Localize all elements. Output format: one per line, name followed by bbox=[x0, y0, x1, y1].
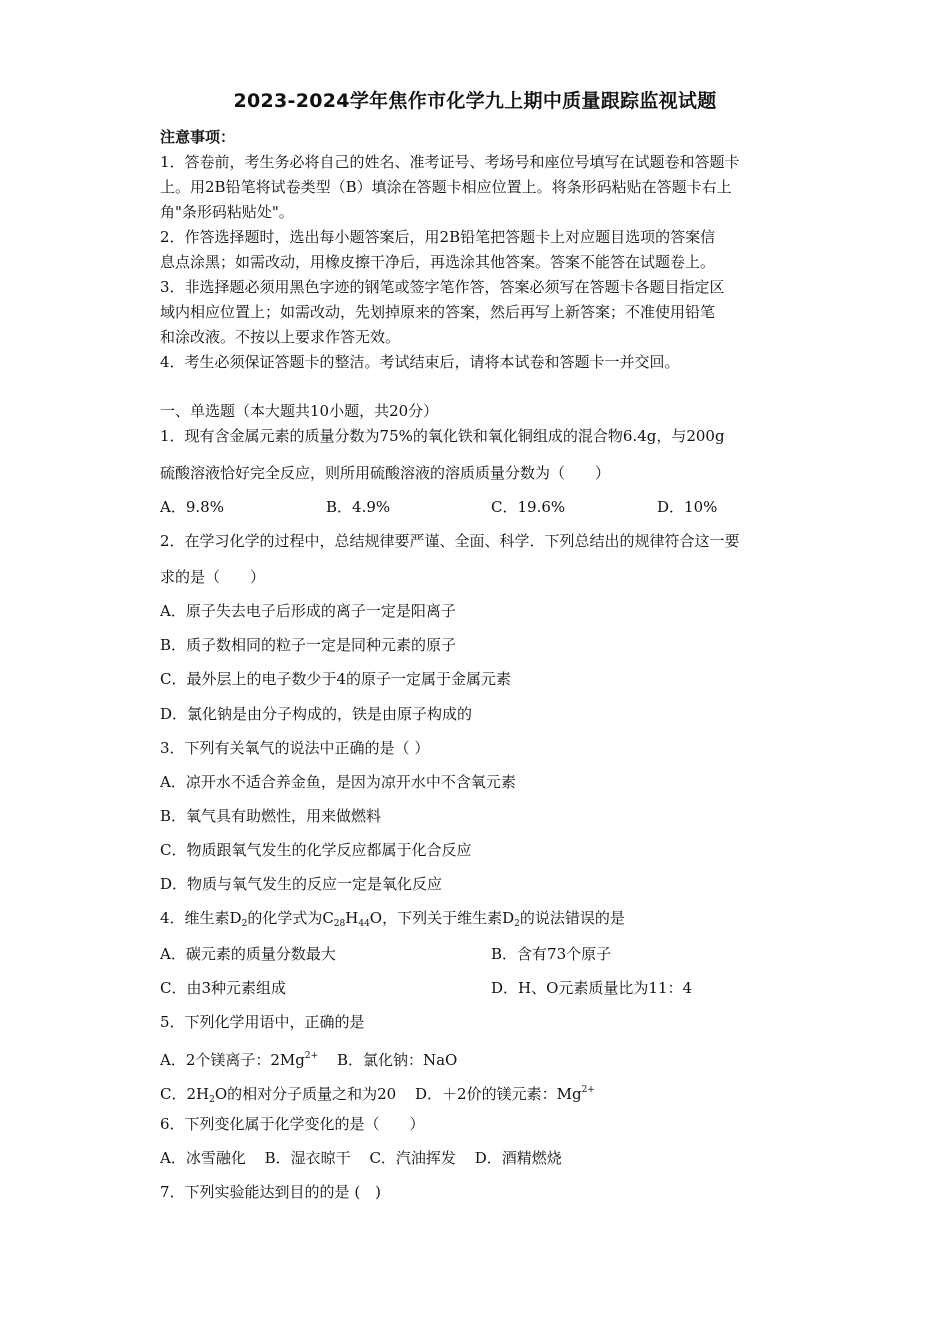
q4-subscript: 2 bbox=[241, 919, 248, 929]
q6-option-b: B．湿衣晾干 bbox=[264, 1149, 351, 1167]
q4-option-c: C．由3种元素组成 bbox=[160, 979, 287, 997]
q2-option-b: B．质子数相同的粒子一定是同种元素的原子 bbox=[160, 636, 457, 654]
question-3-stem: 3．下列有关氧气的说法中正确的是（ ） bbox=[160, 739, 430, 757]
notice-heading: 注意事项： bbox=[160, 128, 236, 146]
question-2-stem: 2．在学习化学的过程中，总结规律要严谨、全面、科学．下列总结出的规律符合这一要 bbox=[160, 532, 740, 550]
q3-option-a: A．凉开水不适合养金鱼，是因为凉开水中不含氧元素 bbox=[160, 773, 516, 791]
question-5-stem: 5．下列化学用语中，正确的是 bbox=[160, 1013, 365, 1031]
q3-option-b: B．氧气具有助燃性，用来做燃料 bbox=[160, 807, 382, 825]
q5-option-a: A．2个镁离子：2Mg bbox=[160, 1051, 305, 1069]
question-7-stem: 7．下列实验能达到目的的是 ( ) bbox=[160, 1183, 382, 1201]
q5-subscript: 2 bbox=[209, 1095, 215, 1105]
q4-text: 的说法错误的是 bbox=[519, 909, 625, 927]
q4-text: 的化学式为C bbox=[247, 909, 334, 927]
q3-option-c: C．物质跟氧气发生的化学反应都属于化合反应 bbox=[160, 841, 472, 859]
question-1-stem: 1．现有含金属元素的质量分数为75%的氧化铁和氧化铜组成的混合物6.4g，与200g bbox=[160, 427, 725, 445]
q2-option-d: D．氯化钠是由分子构成的，铁是由原子构成的 bbox=[160, 705, 473, 723]
q4-text: O，下列关于维生素D bbox=[369, 909, 515, 927]
q5-option-b: B．氯化钠：NaO bbox=[336, 1051, 458, 1069]
q4-subscript: 44 bbox=[358, 919, 370, 929]
q4-text: H bbox=[345, 909, 359, 927]
q4-text: 4．维生素D bbox=[160, 909, 242, 927]
q6-option-a: A．冰雪融化 bbox=[160, 1149, 246, 1167]
q4-subscript: 28 bbox=[333, 919, 346, 929]
q5-option-c-cont: O的相对分子质量之和为20 bbox=[214, 1085, 397, 1103]
q5-options-cd bbox=[160, 1080, 595, 1110]
q1-option-c: C．19.6% bbox=[491, 498, 566, 516]
notice-line: 3．非选择题必须用黑色字迹的钢笔或签字笔作答，答案必须写在答题卡各题目指定区 bbox=[160, 278, 725, 296]
question-4-stem bbox=[160, 908, 625, 934]
q6-option-d: D．酒精燃烧 bbox=[474, 1149, 562, 1167]
notice-line: 和涂改液。不按以上要求作答无效。 bbox=[160, 328, 401, 346]
q4-option-d: D．H、O元素质量比为11：4 bbox=[491, 979, 693, 997]
q1-option-b: B．4.9% bbox=[326, 498, 391, 516]
q6-option-c: C．汽油挥发 bbox=[369, 1149, 456, 1167]
question-1-stem-cont: 硫酸溶液恰好完全反应，则所用硫酸溶液的溶质质量分数为（ ） bbox=[160, 464, 611, 482]
q1-option-d: D．10% bbox=[657, 498, 718, 516]
notice-line: 息点涂黑；如需改动，用橡皮擦干净后，再选涂其他答案。答案不能答在试题卷上。 bbox=[160, 253, 716, 271]
q4-subscript: 2 bbox=[514, 919, 520, 929]
section-heading: 一、单选题（本大题共10小题，共20分） bbox=[160, 402, 439, 420]
q6-options bbox=[160, 1148, 562, 1168]
q4-option-b: B．含有73个原子 bbox=[491, 945, 612, 963]
notice-line: 域内相应位置上；如需改动，先划掉原来的答案，然后再写上新答案；不准使用铅笔 bbox=[160, 303, 716, 321]
q5-option-d: D．＋2价的镁元素：Mg bbox=[415, 1085, 582, 1103]
q5-option-c: C．2H bbox=[160, 1085, 210, 1103]
q1-option-a: A．9.8% bbox=[160, 498, 224, 516]
q5-superscript: 2+ bbox=[304, 1051, 319, 1061]
q3-option-d: D．物质与氧气发生的反应一定是氧化反应 bbox=[160, 875, 443, 893]
question-6-stem: 6．下列变化属于化学变化的是（ ） bbox=[160, 1115, 425, 1133]
q4-option-a: A．碳元素的质量分数最大 bbox=[160, 945, 336, 963]
question-2-stem-cont: 求的是（ ） bbox=[160, 568, 266, 586]
q2-option-a: A．原子失去电子后形成的离子一定是阳离子 bbox=[160, 602, 456, 620]
q5-options-ab bbox=[160, 1046, 457, 1070]
notice-line: 1．答卷前，考生务必将自己的姓名、准考证号、考场号和座位号填写在试题卷和答题卡 bbox=[160, 153, 740, 171]
notice-line: 2．作答选择题时，选出每小题答案后，用2B铅笔把答题卡上对应题目选项的答案信 bbox=[160, 228, 716, 246]
notice-line: 上。用2B铅笔将试卷类型（B）填涂在答题卡相应位置上。将条形码粘贴在答题卡右上 bbox=[160, 178, 732, 196]
q5-superscript: 2+ bbox=[581, 1085, 595, 1095]
page-title: 2023-2024学年焦作市化学九上期中质量跟踪监视试题 bbox=[233, 90, 717, 112]
notice-line: 4．考生必须保证答题卡的整洁。考试结束后，请将本试卷和答题卡一并交回。 bbox=[160, 353, 680, 371]
notice-line: 角"条形码粘贴处"。 bbox=[160, 203, 294, 221]
q2-option-c: C．最外层上的电子数少于4的原子一定属于金属元素 bbox=[160, 670, 512, 688]
